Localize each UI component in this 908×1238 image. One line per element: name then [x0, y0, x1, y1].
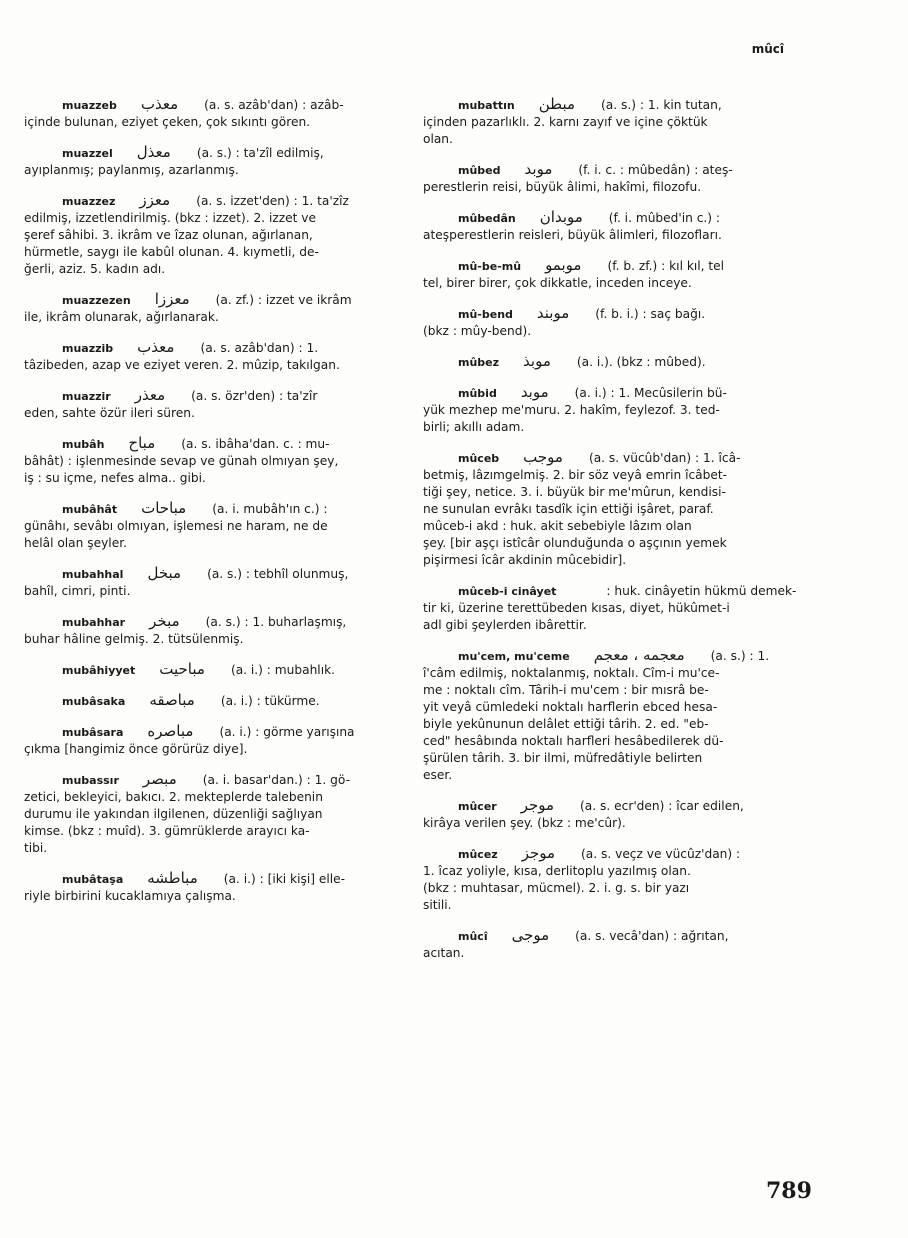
dictionary-entry [423, 927, 805, 962]
entry-arabic-script: موبمو [545, 256, 582, 274]
entry-headword: mubahhal [62, 568, 124, 581]
entry-arabic-script: مباحات [141, 499, 187, 517]
dictionary-entry [423, 161, 805, 196]
entry-arabic-script: مباح [128, 434, 156, 452]
entry-definition: (f. b. zf.) : kıl kıl, tel tel, birer birer, çok dikkatle, inceden inceye. [423, 259, 725, 290]
entry-arabic-script: موجر [520, 796, 555, 814]
dictionary-entry [423, 845, 805, 914]
dictionary-entry [24, 870, 400, 905]
entry-arabic-script: معذب [140, 95, 179, 113]
entry-arabic-script: مباصره [147, 722, 194, 740]
entry-definition: (a. s. veçz ve vücûz'dan) : 1. îcaz yoliyle, kısa, derlitoplu yazılmış olan. (bkz : muhtasar, mücmel). 2. i. g. s. bir yazı sitili. [423, 847, 741, 912]
entry-arabic-script: موجب [523, 448, 563, 466]
entry-arabic-script: مبخر [149, 612, 180, 630]
dictionary-entry [423, 305, 805, 340]
entry-headword: mu'cem, mu'ceme [458, 650, 570, 663]
entry-definition: (a. zf.) : izzet ve ikrâm ile, ikrâm olunarak, ağırlanarak. [24, 293, 352, 324]
entry-headword: mubâsaka [62, 695, 126, 708]
entry-headword: muazzeb [62, 99, 117, 112]
entry-headword: muazzel [62, 147, 113, 160]
entry-arabic-script: معجمه ، معجم [593, 646, 685, 664]
entry-definition: (a. i. mubâh'ın c.) : günâhı, sevâbı olmıyan, işlemesi ne haram, ne de helâl olan şeyler. [24, 502, 328, 550]
entry-headword: mubahhar [62, 616, 126, 629]
dictionary-entry [24, 387, 400, 422]
entry-arabic-script: مبطن [538, 95, 576, 113]
dictionary-entry [24, 192, 400, 278]
entry-definition: (f. i. c. : mûbedân) : ateş- perestlerin reisi, büyük âlimi, hakîmi, filozofu. [423, 163, 733, 194]
entry-definition: (a. i.). (bkz : mûbed). [576, 355, 706, 369]
entry-headword: mûceb [458, 452, 500, 465]
entry-headword: muazzib [62, 342, 114, 355]
entry-definition: (a. s. ecr'den) : îcar edilen, kirâya verilen şey. (bkz : me'cûr). [423, 799, 744, 830]
entry-headword: mûcez [458, 848, 498, 861]
entry-headword: mûbedân [458, 212, 516, 225]
entry-definition: (a. s.) : tebhîl olunmuş, bahîl, cimri, pinti. [24, 567, 349, 598]
entry-arabic-script: معذل [136, 143, 171, 161]
entry-arabic-script: مبصر [142, 770, 177, 788]
entry-definition: (a. s.) : ta'zîl edilmiş, ayıplanmış; paylanmış, azarlanmış. [24, 146, 324, 177]
entry-definition: (a. i.) : mubahlık. [230, 663, 336, 677]
entry-definition: (a. i.) : 1. Mecûsilerin bü- yük mezhep me'muru. 2. hakîm, feylezof. 3. ted- birli; akıllı adam. [423, 386, 727, 434]
entry-arabic-script: موبد [520, 383, 549, 401]
entry-headword: mûceb-i cinâyet [458, 585, 557, 598]
entry-headword: mubassır [62, 774, 119, 787]
right-column [423, 96, 805, 975]
entry-definition: (a. s. özr'den) : ta'zîr eden, sahte özür ileri süren. [24, 389, 318, 420]
entry-definition: (a. s. vücûb'dan) : 1. îcâ- betmiş, lâzımgelmiş. 2. bir söz veyâ emrin îcâbet- tiği şey, netice. 3. i. büyük bir me'mûrun, kendisi- ne sunulan evrâkı tasdîk için ettiği işâret, paraf. mûceb-i akd : huk. akit sebebiyle lâzım olan şey. [bir aşçı istîcâr olunduğunda o aşçının yemek pişirmesi îcâr akdinin mûcebidir]. [423, 451, 741, 567]
entry-definition: (f. i. mûbed'in c.) : ateşperestlerin reisleri, büyük âlimleri, filozofları. [423, 211, 722, 242]
dictionary-entry [24, 291, 400, 326]
entry-definition: : huk. cinâyetin hükmü demek- tir ki, üzerine terettübeden kısas, diyet, hükûmet-i adl gibi şeylerden ibârettir. [423, 584, 797, 632]
entry-headword: mûbid [458, 387, 497, 400]
dictionary-entry [423, 96, 805, 148]
entry-arabic-script: مباصقه [149, 691, 195, 709]
dictionary-entry [24, 661, 400, 679]
entry-definition: (a. i.) : [iki kişi] elle- riyle birbirini kucaklamıya çalışma. [24, 872, 346, 903]
entry-headword: mû-bend [458, 308, 513, 321]
dictionary-entry [24, 500, 400, 552]
left-column [24, 96, 400, 918]
entry-definition: (a. i. basar'dan.) : 1. gö- zetici, bekleyici, bakıcı. 2. mekteplerde talebenin durumu ile yakından ilgilenen, düzenliği sağlıyan kimse. (bkz : muîd). 3. gümrüklerde arayıcı ka- tibi. [24, 773, 350, 855]
entry-arabic-script: موبد [524, 160, 553, 178]
entry-arabic-script: موبند [536, 304, 570, 322]
entry-headword: mûcer [458, 800, 497, 813]
dictionary-entry [423, 582, 805, 634]
dictionary-entry [423, 797, 805, 832]
entry-definition: (a. i.) : görme yarışına çıkma [hangimiz önce görürüz diye]. [24, 725, 355, 756]
entry-definition: (a. s.) : 1. î'câm edilmiş, noktalanmış, noktalı. Cîm-i mu'ce- me : noktalı cîm. Târih-i mu'cem : bir mısrâ be- yit veyâ cümledeki noktalı harflerin ebced hesa- biyle yekûnunun delâlet ettiği târih. 2. ed. "eb- ced" hesâbında noktalı harfleri hesâbedilerek dü- şürülen târih. 3. bir ilmi, müfredâtiyle belirten eser. [423, 649, 770, 782]
dictionary-entry [24, 144, 400, 179]
page-number: 789 [766, 1178, 812, 1204]
entry-headword: mûbez [458, 356, 500, 369]
dictionary-entry [24, 96, 400, 131]
entry-arabic-script: مبخل [147, 564, 182, 582]
entry-arabic-script: موبدان [539, 208, 583, 226]
dictionary-entry [24, 692, 400, 710]
dictionary-entry [423, 647, 805, 784]
entry-headword: mubâh [62, 438, 105, 451]
entry-arabic-script: معززا [154, 290, 190, 308]
entry-arabic-script: معذب [137, 338, 175, 356]
entry-definition: (a. s.) : 1. kin tutan, içinden pazarlıklı. 2. karnı zayıf ve içine çöktük olan. [423, 98, 722, 146]
entry-headword: muazzez [62, 195, 116, 208]
entry-headword: mubâsara [62, 726, 124, 739]
dictionary-entry [423, 449, 805, 569]
entry-headword: mûcî [458, 930, 488, 943]
entry-arabic-script: معذر [134, 386, 166, 404]
entry-headword: mû-be-mû [458, 260, 522, 273]
entry-headword: mûbed [458, 164, 501, 177]
entry-arabic-script: موجز [521, 844, 556, 862]
entry-arabic-script: موجى [511, 926, 550, 944]
entry-headword: muazzezen [62, 294, 131, 307]
entry-headword: mubâhiyyet [62, 664, 136, 677]
dictionary-entry [24, 565, 400, 600]
entry-arabic-script: موبذ [523, 352, 551, 370]
entry-definition: (a. s. azâb'dan) : azâb- içinde bulunan, eziyet çeken, çok sıkıntı gören. [24, 98, 344, 129]
entry-headword: muazzir [62, 390, 111, 403]
entry-headword: mubâhât [62, 503, 118, 516]
entry-arabic-script: مباطشه [147, 869, 198, 887]
dictionary-entry [24, 339, 400, 374]
dictionary-entry [423, 257, 805, 292]
dictionary-entry [423, 353, 805, 371]
dictionary-entry [24, 771, 400, 857]
dictionary-entry [423, 384, 805, 436]
entry-definition: (a. s. ibâha'dan. c. : mu- bâhât) : işlenmesinde sevap ve günah olmıyan şey, iş : su içme, nefes alma.. gibi. [24, 437, 339, 485]
dictionary-entry [24, 613, 400, 648]
guide-word: mûcî [751, 42, 784, 56]
entry-arabic-script: معزز [139, 191, 171, 209]
entry-definition: (a. i.) : tükürme. [220, 694, 320, 708]
dictionary-entry [24, 723, 400, 758]
entry-definition: (a. s. azâb'dan) : 1. tâzibeden, azap ve eziyet veren. 2. mûzip, takılgan. [24, 341, 340, 372]
entry-arabic-script: مباحيت [159, 660, 205, 678]
dictionary-entry [24, 435, 400, 487]
entry-definition: (a. s.) : 1. buharlaşmış, buhar hâline gelmiş. 2. tütsülenmiş. [24, 615, 347, 646]
entry-definition: (a. s. vecâ'dan) : ağrıtan, acıtan. [423, 929, 729, 960]
dictionary-entry [423, 209, 805, 244]
entry-definition: (f. b. i.) : saç bağı. (bkz : mûy-bend). [423, 307, 706, 338]
entry-definition: (a. s. izzet'den) : 1. ta'zîz edilmiş, izzetlendirilmiş. (bkz : izzet). 2. izzet ve şeref sâhibi. 3. ikrâm ve îzaz olunan, ağırlanan, hürmetle, saygı ile kabûl olunan. 4. kıymetli, de- ğerli, aziz. 5. kadın adı. [24, 194, 349, 276]
entry-headword: mubattın [458, 99, 515, 112]
entry-headword: mubâtaşa [62, 873, 124, 886]
